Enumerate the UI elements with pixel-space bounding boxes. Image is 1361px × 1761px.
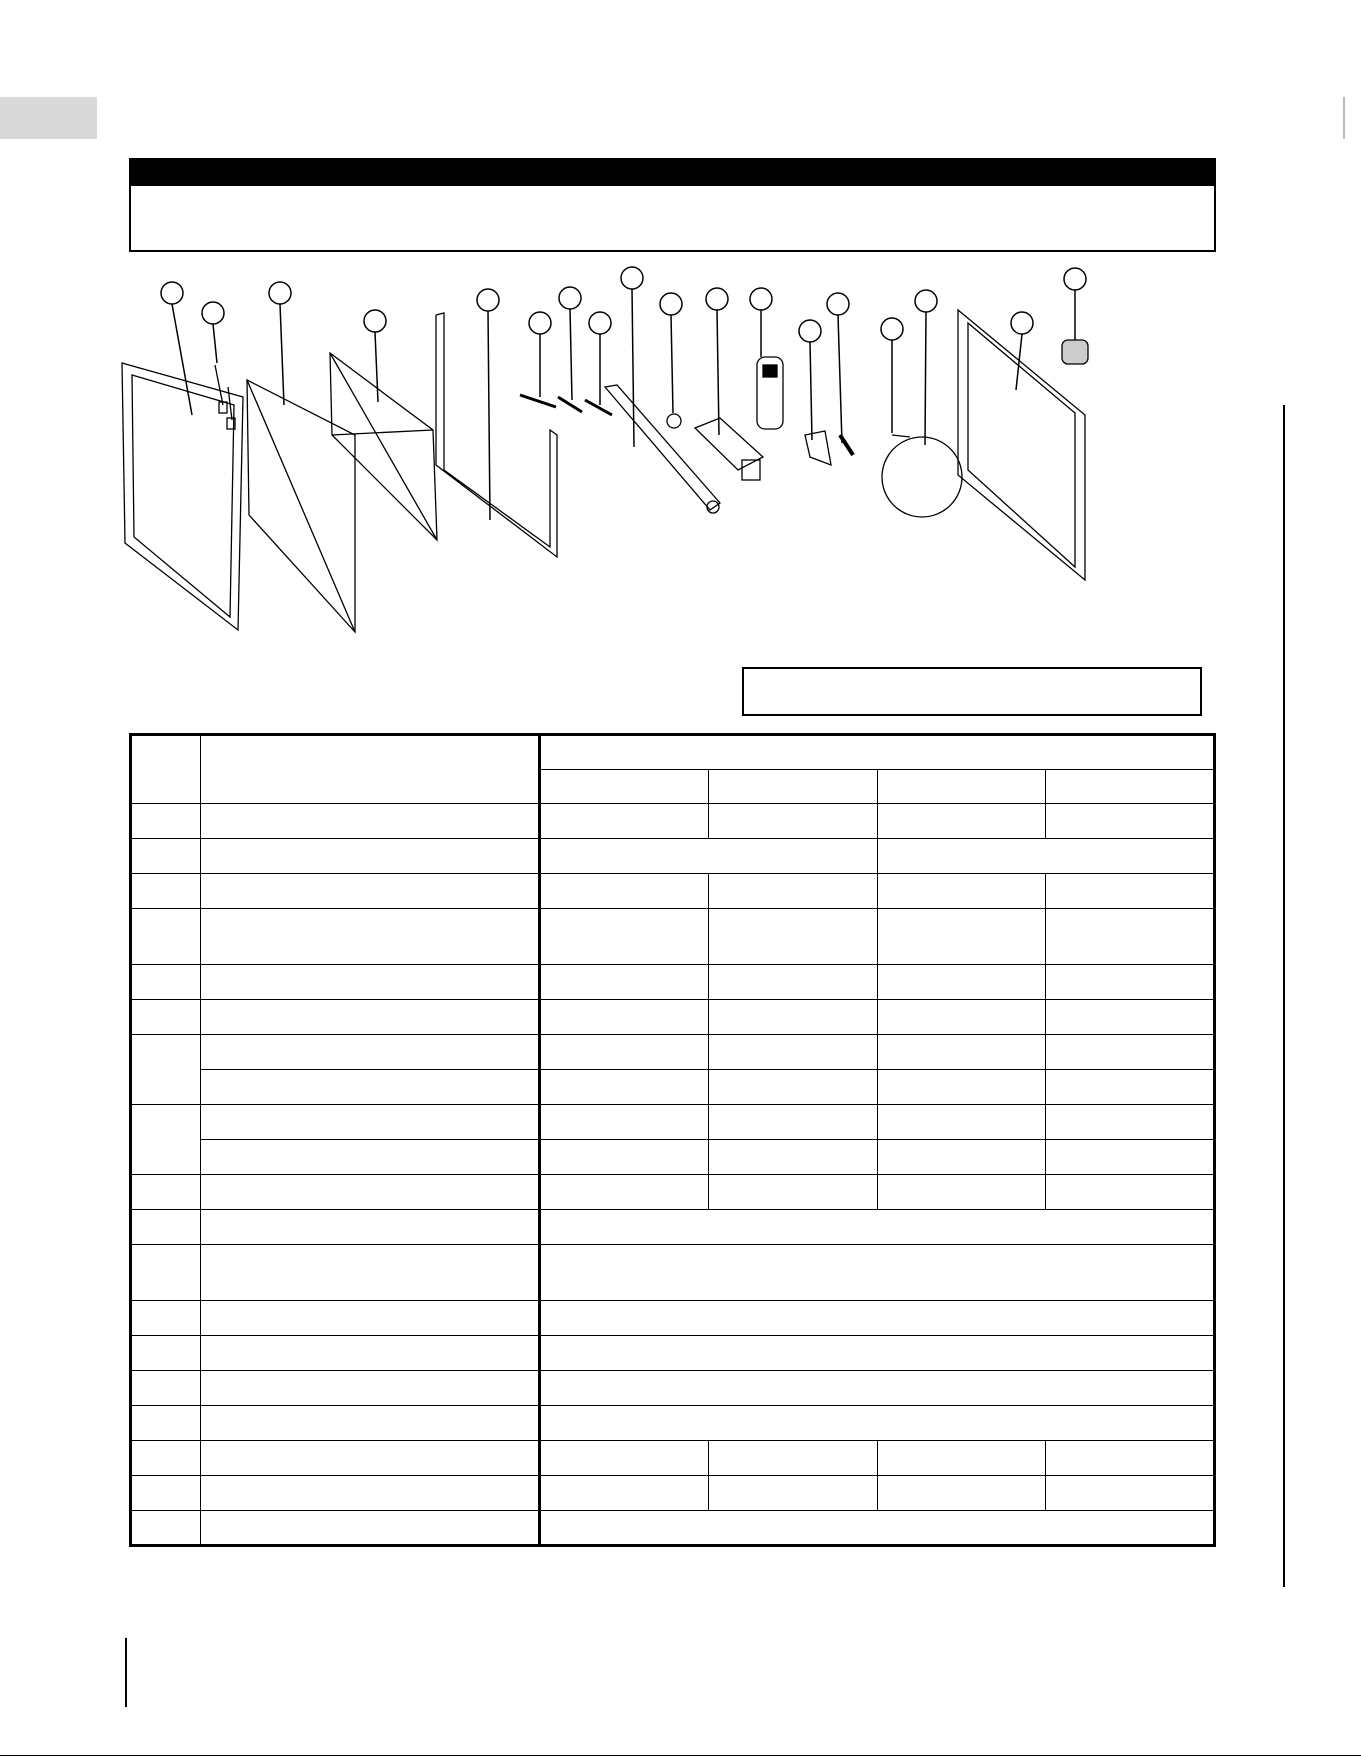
model-header-cell — [708, 770, 877, 804]
part-number — [877, 909, 1046, 965]
ember-media-part — [882, 437, 962, 517]
callout-circle — [827, 293, 849, 315]
item-number — [131, 1035, 201, 1105]
table-row — [131, 1406, 1215, 1441]
exploded-parts-diagram — [120, 285, 1240, 660]
margin-rule — [1283, 405, 1285, 1587]
callout-circle — [706, 288, 728, 310]
item-number — [131, 965, 201, 1000]
item-number — [131, 1511, 201, 1546]
part-number — [708, 1175, 877, 1210]
bottom-rule — [0, 1755, 1361, 1756]
callout-circle — [915, 290, 937, 312]
part-number — [540, 1371, 1215, 1406]
tube-part — [605, 385, 720, 510]
header-cell — [131, 735, 201, 804]
callout-circle — [621, 267, 643, 289]
item-description — [200, 1070, 539, 1105]
part-number — [708, 909, 877, 965]
part-number — [1046, 1476, 1215, 1511]
item-description — [200, 1245, 539, 1301]
circuit-board-part — [805, 431, 831, 465]
part-number — [540, 1035, 709, 1070]
item-number — [131, 1336, 201, 1371]
channel-part — [436, 313, 557, 557]
item-description — [200, 1476, 539, 1511]
part-number — [877, 839, 1214, 874]
motor-part — [695, 418, 763, 470]
part-number — [877, 1175, 1046, 1210]
language-tab — [0, 97, 97, 139]
part-number — [708, 804, 877, 839]
model-header-cell — [877, 770, 1046, 804]
item-number — [131, 874, 201, 909]
part-number — [877, 1035, 1046, 1070]
part-number — [877, 1476, 1046, 1511]
table-row — [131, 1245, 1215, 1301]
part-number — [540, 1336, 1215, 1371]
table-row — [131, 1035, 1215, 1070]
part-number — [708, 1070, 877, 1105]
table-row — [131, 804, 1215, 839]
part-number — [1046, 804, 1215, 839]
part-number — [540, 1476, 709, 1511]
part-number — [1046, 1000, 1215, 1035]
item-description — [200, 874, 539, 909]
part-number — [877, 1000, 1046, 1035]
page-number-rule — [125, 1638, 127, 1707]
item-number — [131, 909, 201, 965]
part-number — [1046, 909, 1215, 965]
item-number — [131, 1245, 201, 1301]
callout-circle — [589, 312, 611, 334]
part-number — [877, 965, 1046, 1000]
part-number — [708, 1476, 877, 1511]
item-number — [131, 1210, 201, 1245]
callout-circle — [660, 293, 682, 315]
part-number — [540, 1406, 1215, 1441]
item-description — [200, 1140, 539, 1175]
part-number — [540, 1140, 709, 1175]
table-row — [131, 839, 1215, 874]
part-number — [540, 874, 709, 909]
part-number — [708, 1105, 877, 1140]
table-row — [131, 1371, 1215, 1406]
item-number — [131, 1105, 201, 1175]
table-row — [131, 909, 1215, 965]
part-number — [540, 804, 709, 839]
item-number — [131, 1406, 201, 1441]
part-number — [1046, 1175, 1215, 1210]
part-number — [540, 1301, 1215, 1336]
bulb-part — [667, 414, 681, 428]
item-number — [131, 1371, 201, 1406]
part-number — [1046, 965, 1215, 1000]
item-description — [200, 965, 539, 1000]
table-row — [131, 874, 1215, 909]
item-description — [200, 1511, 539, 1546]
part-number — [1046, 1070, 1215, 1105]
part-number — [708, 874, 877, 909]
item-number — [131, 1301, 201, 1336]
table-row — [131, 1175, 1215, 1210]
replacement-parts-table — [129, 733, 1216, 1547]
part-number — [540, 965, 709, 1000]
callout-circle — [1064, 268, 1086, 290]
note-box — [742, 667, 1202, 716]
item-description — [200, 1371, 539, 1406]
item-number — [131, 1476, 201, 1511]
callout-circle — [559, 287, 581, 309]
part-number — [540, 1000, 709, 1035]
part-number — [877, 804, 1046, 839]
item-description — [200, 1105, 539, 1140]
part-number — [877, 874, 1046, 909]
callout-circle — [161, 282, 183, 304]
header-cell — [540, 735, 1215, 770]
part-number — [540, 1105, 709, 1140]
item-description — [200, 1441, 539, 1476]
part-number — [877, 1441, 1046, 1476]
item-number — [131, 1175, 201, 1210]
part-number — [708, 1000, 877, 1035]
front-frame-part — [122, 363, 243, 630]
part-number — [708, 1441, 877, 1476]
item-description — [200, 1035, 539, 1070]
item-number — [131, 1000, 201, 1035]
bracket-part — [215, 365, 223, 405]
callout-circle — [364, 310, 386, 332]
part-number — [540, 1511, 1215, 1546]
table-row — [131, 1336, 1215, 1371]
table-row — [131, 1511, 1215, 1546]
part-number — [1046, 1441, 1215, 1476]
table-row — [131, 1476, 1215, 1511]
part-number — [1046, 1105, 1215, 1140]
callout-circle — [799, 320, 821, 342]
part-number — [540, 909, 709, 965]
table-row — [131, 1105, 1215, 1140]
table-row — [131, 1000, 1215, 1035]
part-number — [708, 1035, 877, 1070]
part-number — [1046, 874, 1215, 909]
callout-circle — [750, 288, 772, 310]
callout-circle — [269, 282, 291, 304]
item-number — [131, 1441, 201, 1476]
part-number — [1046, 1140, 1215, 1175]
part-number — [708, 1140, 877, 1175]
part-number — [877, 1070, 1046, 1105]
page-edge-mark — [1343, 97, 1345, 139]
callout-circle — [477, 289, 499, 311]
item-description — [200, 804, 539, 839]
item-description — [200, 909, 539, 965]
part-number — [540, 1070, 709, 1105]
part-number — [877, 1105, 1046, 1140]
item-description — [200, 1406, 539, 1441]
table-row — [131, 965, 1215, 1000]
part-number — [1046, 1035, 1215, 1070]
item-description — [200, 1301, 539, 1336]
part-number — [540, 839, 877, 874]
item-description — [200, 1336, 539, 1371]
part-number — [540, 1245, 1215, 1301]
item-description — [200, 1175, 539, 1210]
table-row — [131, 1070, 1215, 1105]
hardware-part — [1062, 340, 1088, 364]
item-number — [131, 839, 201, 874]
callout-circle — [1011, 312, 1033, 334]
led-strip-part — [520, 395, 556, 407]
model-header-cell — [1046, 770, 1215, 804]
item-number — [131, 804, 201, 839]
header-cell — [200, 735, 539, 804]
part-number — [540, 1210, 1215, 1245]
table-row — [131, 1301, 1215, 1336]
callout-circle — [202, 302, 224, 324]
table-row — [131, 1140, 1215, 1175]
callout-circle — [529, 312, 551, 334]
parts-illustration — [120, 285, 1240, 660]
warning-box — [129, 158, 1216, 252]
warning-text — [131, 186, 1214, 198]
model-header-cell — [540, 770, 709, 804]
part-number — [877, 1140, 1046, 1175]
part-number — [708, 965, 877, 1000]
item-description — [200, 1000, 539, 1035]
item-description — [200, 839, 539, 874]
table-row — [131, 1441, 1215, 1476]
warning-header — [131, 160, 1214, 186]
table-row — [131, 1210, 1215, 1245]
part-number — [540, 1175, 709, 1210]
item-description — [200, 1210, 539, 1245]
callout-circle — [881, 318, 903, 340]
part-number — [540, 1441, 709, 1476]
